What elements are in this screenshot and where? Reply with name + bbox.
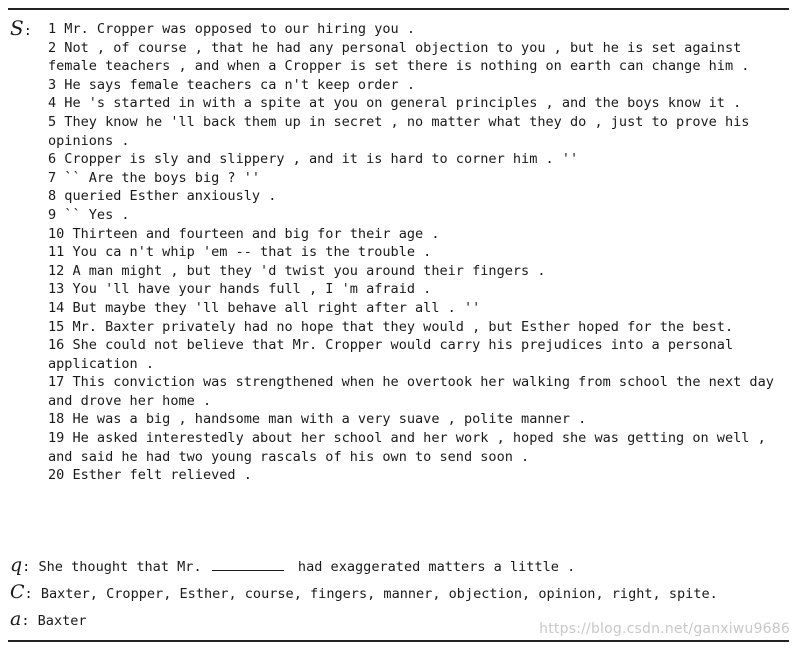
story-sentence: 17 This conviction was strengthened when he overtook her walking from school the next day and drove her home . bbox=[48, 374, 783, 409]
story-sentence: 10 Thirteen and fourteen and big for their age . bbox=[48, 225, 440, 242]
story-sentence: 19 He asked interestedly about her school and her work , hoped she was getting on well , and said he had two young rascals of his own to send soon . bbox=[48, 430, 774, 465]
answer-line: a: Baxter bbox=[10, 608, 87, 630]
story-sentence: 2 Not , of course , that he had any personal objection to you , but he is set against female teachers , and when a Cropper is set there is nothing on earth can change him . bbox=[48, 39, 750, 75]
story-sentence: 20 Esther felt relieved . bbox=[48, 467, 252, 484]
story-sentence: 11 You ca n't whip 'em -- that is the trouble . bbox=[48, 244, 432, 261]
story-sentence: 15 Mr. Baxter privately had no hope that they would , but Esther hoped for the best. bbox=[48, 318, 734, 335]
story-sentence: 5 They know he 'll back them up in secret , no matter what they do , just to prove his opinions . bbox=[48, 113, 758, 149]
story-sentence: 1 Mr. Cropper was opposed to our hiring you . bbox=[48, 21, 416, 37]
candidates-label: C bbox=[10, 581, 25, 603]
query-label: q bbox=[10, 554, 23, 576]
story-label: S: bbox=[10, 16, 32, 40]
watermark: https://blog.csdn.net/ganxiwu9686 bbox=[539, 621, 790, 637]
story-sentence: 6 Cropper is sly and slippery , and it is hard to corner him . '' bbox=[48, 151, 579, 168]
top-rule bbox=[8, 8, 789, 10]
query-line: q: She thought that Mr. had exaggerated matters a little . bbox=[10, 554, 576, 576]
query-blank bbox=[212, 558, 284, 571]
candidates-line: C: Baxter, Cropper, Esther, course, fingers, manner, objection, opinion, right, spite. bbox=[10, 581, 718, 603]
bottom-rule bbox=[8, 640, 789, 642]
story-sentence: 14 But maybe they 'll behave all right after all . '' bbox=[48, 299, 481, 316]
story-sentence: 9 `` Yes . bbox=[48, 206, 130, 223]
story-sentence: 8 queried Esther anxiously . bbox=[48, 188, 277, 205]
story-sentence: 4 He 's started in with a spite at you on general principles , and the boys know it . bbox=[48, 95, 742, 112]
answer-label: a bbox=[10, 608, 22, 630]
story-sentence: 3 He says female teachers ca n't keep order . bbox=[48, 76, 416, 93]
query-text-after: had exaggerated matters a little . bbox=[297, 559, 576, 575]
story-sentence: 13 You 'll have your hands full , I 'm afraid . bbox=[48, 281, 432, 298]
story-sentence: 18 He was a big , handsome man with a very suave , polite manner . bbox=[48, 411, 587, 428]
query-text-before: She thought that Mr. bbox=[38, 559, 202, 575]
story-sentence: 12 A man might , but they 'd twist you around their fingers . bbox=[48, 262, 546, 279]
answer-text: Baxter bbox=[37, 613, 87, 629]
story-sentence: 7 `` Are the boys big ? '' bbox=[48, 169, 261, 186]
candidates-text: Baxter, Cropper, Esther, course, fingers, manner, objection, opinion, right, spite. bbox=[40, 586, 718, 602]
story-sentences bbox=[48, 20, 793, 485]
story-sentence: 16 She could not believe that Mr. Cropper would carry his prejudices into a personal application . bbox=[48, 337, 742, 372]
